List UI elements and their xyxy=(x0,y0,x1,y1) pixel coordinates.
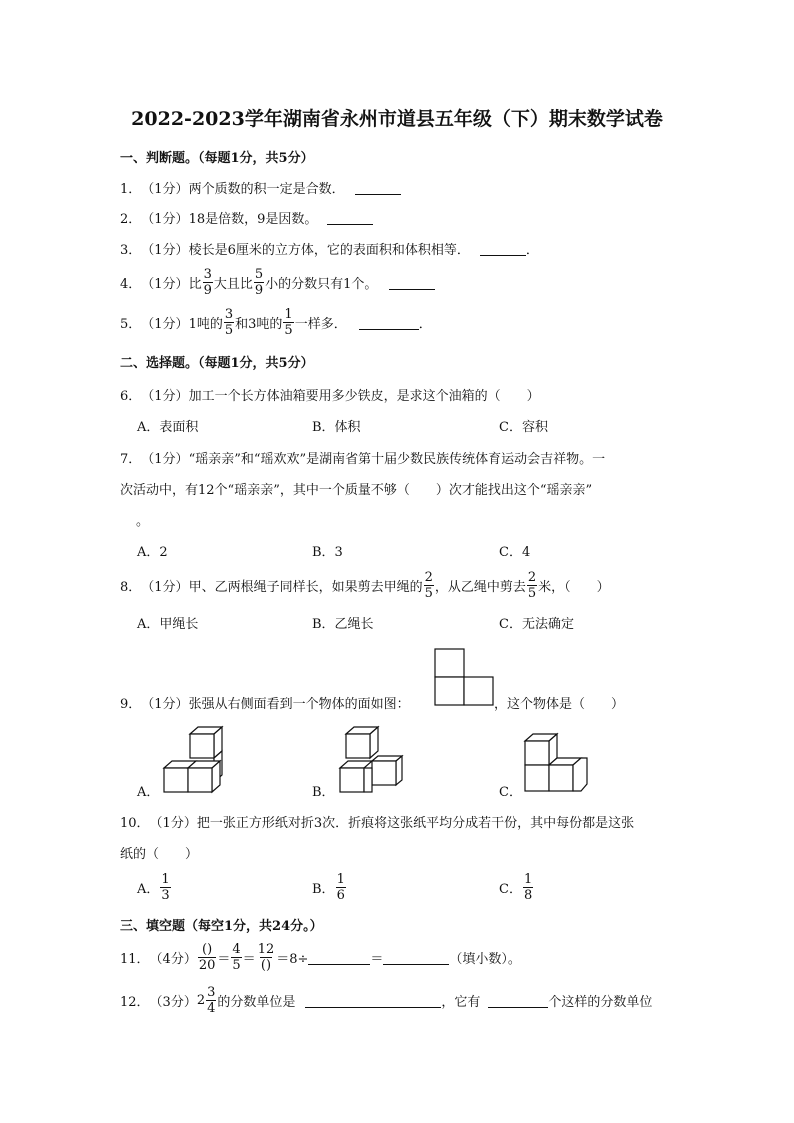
question-score: （3分） xyxy=(149,995,197,1010)
question-11: 11． （4分） $\frac{()}{20}$ ＝ $\frac{4}{5}$ ＝ $\frac{12}{()}$ ＝8÷ ＝ （填小数）。 xyxy=(120,942,521,973)
question-10 xyxy=(120,812,634,831)
section-heading-3: 三、填空题（每空1分，共24分。） xyxy=(120,919,323,934)
question-3 xyxy=(120,239,539,258)
option-b[interactable]: B．3 xyxy=(312,545,343,560)
question-number: 2． xyxy=(120,212,142,227)
answer-blank[interactable] xyxy=(305,993,441,1008)
option-b[interactable]: B．体积 xyxy=(312,420,361,435)
option-c[interactable]: C．容积 xyxy=(499,420,548,435)
mixed-number-whole: 2 xyxy=(196,993,206,1008)
question-text-continued: 次活动中，有12个“瑶亲亲”，其中一个质量不够（ ）次才能找出这个“瑶亲亲” xyxy=(120,483,593,498)
question-text: 大且比 xyxy=(213,277,253,292)
fraction: $\frac{()}{20}$ xyxy=(198,942,216,973)
page-title: 2022-2023学年湖南省永州市道县五年级（下）期末数学试卷 xyxy=(131,108,663,130)
question-end: ． xyxy=(418,317,432,332)
fraction: $\frac{3}{4}$ xyxy=(207,985,216,1016)
question-score: （1分） xyxy=(141,317,189,332)
question-text: 小的分数只有1个。 xyxy=(265,277,378,292)
question-2 xyxy=(120,208,373,227)
option-c[interactable]: C．无法确定 xyxy=(499,617,574,632)
option-a[interactable]: A．2 xyxy=(137,545,168,560)
fraction: $\frac{1}{3}$ xyxy=(161,872,170,903)
question-text-continued: 纸的（ ） xyxy=(120,847,199,862)
question-number: 1． xyxy=(120,182,142,197)
question-score: （1分） xyxy=(141,389,189,404)
section-heading-1: 一、判断题。（每题1分，共5分） xyxy=(120,151,314,166)
question-text: 一样多． xyxy=(294,317,347,332)
fraction: $\frac{2}{5}$ xyxy=(527,570,537,601)
option-b[interactable]: B． xyxy=(312,785,335,800)
question-text: 和3吨的 xyxy=(235,317,283,332)
option-c-cube-figure xyxy=(523,733,591,797)
fraction: $\frac{2}{5}$ xyxy=(424,570,433,601)
answer-blank[interactable] xyxy=(308,950,370,965)
option-a[interactable]: A．表面积 xyxy=(137,420,199,435)
question-text-continued: 。 xyxy=(136,514,150,529)
question-score: （1分） xyxy=(141,697,189,712)
question-text: ，这个物体是（ ） xyxy=(494,697,625,712)
question-score: （1分） xyxy=(141,243,189,258)
question-score: （1分） xyxy=(141,277,189,292)
answer-blank[interactable] xyxy=(488,993,548,1008)
question-text: 两个质数的积一定是合数． xyxy=(188,182,345,197)
question-text: 1吨的 xyxy=(188,317,223,332)
question-number: 11． xyxy=(120,952,150,967)
question-6 xyxy=(120,385,540,404)
question-text: 加工一个长方体油箱要用多少铁皮，是求这个油箱的（ ） xyxy=(188,389,540,404)
option-c[interactable]: C． $\frac{1}{8}$ xyxy=(499,872,533,903)
question-text: 甲、乙两根绳子同样长，如果剪去甲绳的 xyxy=(188,580,423,595)
option-a[interactable]: A．甲绳长 xyxy=(137,617,199,632)
question-number: 6． xyxy=(120,389,142,404)
question-7 xyxy=(120,448,605,467)
section-heading-2: 二、选择题。（每题1分，共5分） xyxy=(120,356,314,371)
question-end: ． xyxy=(525,243,539,258)
question-text: 张强从右侧面看到一个物体的面如图： xyxy=(188,697,410,712)
question-number: 7． xyxy=(120,452,142,467)
question-text: 比 xyxy=(188,277,202,292)
answer-blank[interactable] xyxy=(359,315,419,330)
question-score: （1分） xyxy=(141,182,189,197)
question-number: 10． xyxy=(120,816,150,831)
question-1 xyxy=(120,178,401,197)
answer-blank[interactable] xyxy=(389,275,435,290)
option-b[interactable]: B．乙绳长 xyxy=(312,617,374,632)
question-text: 18是倍数，9是因数。 xyxy=(188,212,318,227)
option-c[interactable]: C． xyxy=(499,785,522,800)
answer-blank[interactable] xyxy=(327,210,373,225)
option-c[interactable]: C．4 xyxy=(499,545,531,560)
answer-blank[interactable] xyxy=(480,241,526,256)
question-number: 5． xyxy=(120,317,142,332)
fraction: $\frac{1}{5}$ xyxy=(284,307,293,338)
option-b-cube-figure xyxy=(338,726,408,796)
fraction: $\frac{4}{5}$ xyxy=(232,942,241,973)
option-b[interactable]: B． $\frac{1}{6}$ xyxy=(312,872,345,903)
question-12: 12． （3分） 2 $\frac{3}{4}$ 的分数单位是 ，它有 个这样的分数单位 xyxy=(120,985,653,1016)
option-a[interactable]: A． $\frac{1}{3}$ xyxy=(137,872,170,903)
answer-blank[interactable] xyxy=(355,180,401,195)
question-score: （1分） xyxy=(149,816,197,831)
question-8 xyxy=(120,570,610,601)
fraction: $\frac{12}{()}$ xyxy=(257,942,275,973)
question-4 xyxy=(120,267,435,298)
option-a-cube-figure xyxy=(162,726,224,796)
fraction: $\frac{5}{9}$ xyxy=(254,267,264,298)
question-number: 12． xyxy=(120,995,150,1010)
side-view-figure xyxy=(434,648,496,708)
option-a[interactable]: A． xyxy=(137,785,160,800)
fraction: $\frac{3}{5}$ xyxy=(224,307,234,338)
question-text: “瑶亲亲”和“瑶欢欢”是湖南省第十届少数民族传统体育运动会吉祥物。一 xyxy=(188,452,606,467)
fraction: $\frac{1}{8}$ xyxy=(523,872,533,903)
question-score: （1分） xyxy=(141,580,189,595)
question-number: 9． xyxy=(120,697,142,712)
answer-blank[interactable] xyxy=(383,950,449,965)
question-number: 8． xyxy=(120,580,142,595)
fraction: $\frac{1}{6}$ xyxy=(336,872,345,903)
fraction: $\frac{3}{9}$ xyxy=(203,267,212,298)
question-5 xyxy=(120,307,432,338)
question-score: （4分） xyxy=(149,952,197,967)
question-text: ，从乙绳中剪去 xyxy=(434,580,526,595)
question-score: （1分） xyxy=(141,452,189,467)
question-text: 把一张正方形纸对折3次．折痕将这张纸平均分成若干份，其中每份都是这张 xyxy=(196,816,635,831)
question-score: （1分） xyxy=(141,212,189,227)
question-number: 3． xyxy=(120,243,142,258)
question-text: 米，（ ） xyxy=(538,580,610,595)
question-9 xyxy=(120,693,410,712)
question-text: 棱长是6厘米的立方体，它的表面积和体积相等． xyxy=(188,243,470,258)
question-number: 4． xyxy=(120,277,142,292)
